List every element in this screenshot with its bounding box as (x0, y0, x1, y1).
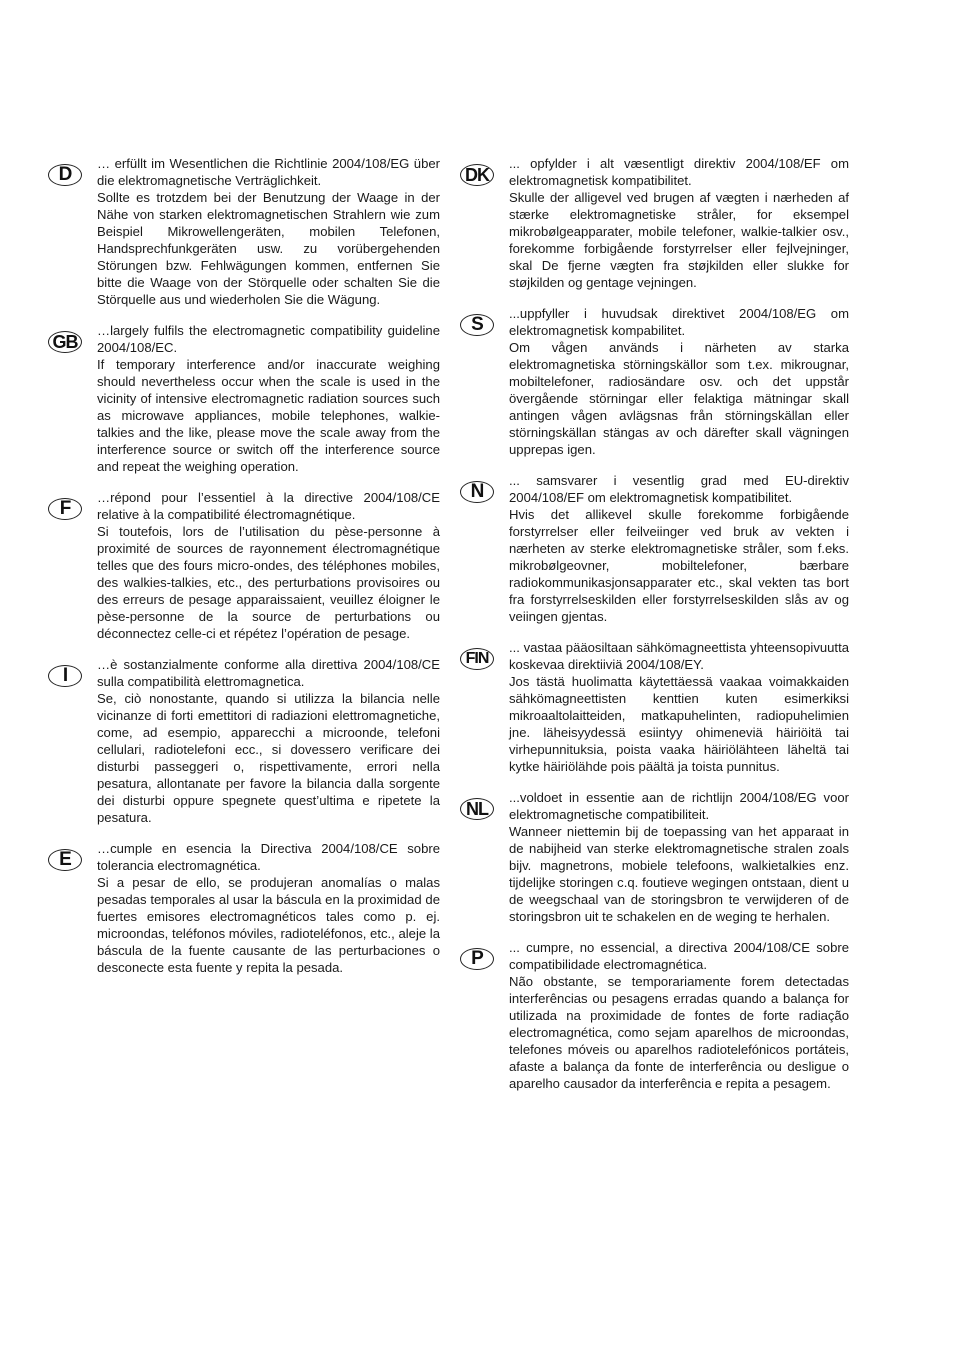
section-p (460, 939, 849, 1092)
section-d-body: Sollte es trotzdem bei der Benutzung der Waage in der Nähe von starken elektromagnetischen Strahlern wie zum Beispiel Mikrowellengeräten, mobilen Telefonen, Handsprechfunkgeräten usw. zu vorübergehenden Störungen bzw. Fehlwägungen kommen, entfernen Sie bitte die Waage von der Störquelle oder schalten Sie die Störquelle aus und wiederholen Sie die Wägung. (97, 190, 440, 307)
section-fin-body: Jos tästä huolimatta käytettäessä vaakaa voimakkaiden sähkömagneettisten kenttien kuten esimerkiksi mikroaaltolaitteiden, matkapuhelinten, radiopuhelimien jne. läheisyydessä esiintyy ohimeneviä häiriöitä tai virhepunnituksia, poista vaaka häiriölähteen läheltä tai kytke häiriölähde pois päältä ja toista punnitus. (509, 674, 849, 774)
language-badge-fin: FIN (460, 648, 494, 670)
section-f-lead: …répond pour l’essentiel à la directive 2004/108/CE relative à la compatibilité électromagnétique. (97, 490, 440, 522)
section-gb-lead: …largely fulfils the electromagnetic compatibility guideline 2004/108/EC. (97, 323, 440, 355)
section-dk-body: Skulle der alligevel ved brugen af vægten i nærheden af stærke elektromagnetiske stråler, for eksempel mikrobølgeapparater, mobile telefoner, walkie-talkier osv., forekomme forbigående forstyrrelser eller fejlvejninger, skal De fjerne vægten fra støjkilden eller slukke for støjkilden og gentage vejningen. (509, 190, 849, 290)
section-nl-body: Wanneer niettemin bij de toepassing van het apparaat in de nabijheid van sterke elektromagnetische stralen zoals bijv. magnetrons, mobiele telefoons, walkietalkies enz. tijdelijke storingen c.q. foutieve wegingen ontstaan, dient u de weegschaal van de storingsbron te verwijderen of de storingsbron uit te schakelen en de weging te herhalen. (509, 824, 849, 924)
section-n-lead: ... samsvarer i vesentlig grad med EU-direktiv 2004/108/EF om elektromagnetisk kompatibilitet. (509, 473, 849, 505)
language-badge-d: D (48, 164, 82, 186)
language-badge-i: I (48, 665, 82, 687)
section-s-lead: ...uppfyller i huvudsak direktivet 2004/108/EG om elektromagnetisk kompabilitet. (509, 306, 849, 338)
language-badge-dk: DK (460, 164, 494, 186)
section-f (48, 489, 440, 642)
section-p-lead: ... cumpre, no essencial, a directiva 2004/108/CE sobre compatibilidade electromagnética. (509, 940, 849, 972)
section-f-body: Si toutefois, lors de l’utilisation du pèse-personne à proximité de sources de rayonnement électromagnétique telles que des fours micro-ondes, des téléphones mobiles, des walkies-talkies, etc., des perturbations provisoires ou des erreurs de pesage apparaissaient, veuillez éloigner le pèse-personne de la source de perturbations ou déconnectez celle-ci et répétez l’opération de pesage. (97, 524, 440, 641)
language-badge-s: S (460, 314, 494, 336)
section-fin-lead: ... vastaa pääosiltaan sähkömagneettista yhteensopivuutta koskevaa direktiiviä 2004/108/EY. (509, 640, 849, 672)
section-gb-body: If temporary interference and/or inaccurate weighing should nevertheless occur when the scale is used in the vicinity of intensive electromagnetic radiation sources such as microwave appliances, mobile telephones, walkie-talkies and the like, please move the scale away from the interference source or switch off the interference source and repeat the weighing operation. (97, 357, 440, 474)
language-badge-e: E (48, 849, 82, 871)
language-badge-gb: GB (48, 331, 82, 353)
section-i-lead: …è sostanzialmente conforme alla direttiva 2004/108/CE sulla compatibilità elettromagnetica. (97, 657, 440, 689)
section-gb (48, 322, 440, 475)
section-n-body: Hvis det allikevel skulle forekomme forbigående forstyrrelser eller feilveiinger ved bruk av vekten i nærheten av sterke elektromagnetiske stråler, som f.eks. mikrobølgeovner, mobiltelefoner, bærbare radiokommunikasjonsapparater etc., skal vekten tas bort fra forstyrrelseskilden eller forstyrrelseskilden slås av og veiingen gjentas. (509, 507, 849, 624)
left-column (48, 155, 440, 990)
section-n (460, 472, 849, 625)
language-badge-f: F (48, 498, 82, 520)
section-nl-lead: ...voldoet in essentie aan de richtlijn 2004/108/EG voor elektromagnetische compatibiliteit. (509, 790, 849, 822)
section-dk-lead: ... opfylder i alt væsentligt direktiv 2004/108/EF om elektromagnetisk kompatibilitet. (509, 156, 849, 188)
section-s-body: Om vågen används i närheten av starka elektromagnetiska störningskällor som t.ex. mikrougnar, mobiltelefoner, radiosändare osv. och det uppstår övergående störningar eller felaktiga mätningar skall antingen vågen avlägsnas från störningskällan eller störningskällan stängas av och därefter skall vägningen upprepas igen. (509, 340, 849, 457)
section-e-lead: …cumple en esencia la Directiva 2004/108/CE sobre tolerancia electromagnética. (97, 841, 440, 873)
section-fin (460, 639, 849, 775)
section-e (48, 840, 440, 976)
section-dk (460, 155, 849, 291)
section-i-body: Se, ciò nonostante, quando si utilizza la bilancia nelle vicinanze di forti emettitori di radiazioni elettromagnetiche, come, ad esempio, apparecchi a microonde, telefoni cellulari, radiotelefoni ecc., si dovessero verificare dei disturbi passeggeri o, rispettivamente, errori nella pesatura, allontanate per favore la bilancia dalla sorgente dei disturbi oppure spegnete quest’ultima e ripetete la pesatura. (97, 691, 440, 825)
language-badge-nl: NL (460, 798, 494, 820)
section-i (48, 656, 440, 826)
section-p-body: Não obstante, se temporariamente forem detectadas interferências ou pesagens erradas quando a balança for utilizada na proximidade de fontes de forte radiação electromagnética, como sejam aparelhos de microondas, telefones móveis ou aparelhos radiotelefónicos portáteis, afaste a balança da fonte de interferência ou desligue o aparelho causador da interferência e repita a pesagem. (509, 974, 849, 1091)
section-d-lead: … erfüllt im Wesentlichen die Richtlinie 2004/108/EG über die elektromagnetische Verträglichkeit. (97, 156, 440, 188)
section-d (48, 155, 440, 308)
language-badge-p: P (460, 948, 494, 970)
section-nl (460, 789, 849, 925)
language-badge-n: N (460, 481, 494, 503)
right-column (460, 155, 849, 1106)
section-e-body: Si a pesar de ello, se produjeran anomalías o malas pesadas temporales al usar la báscula en la proximidad de fuertes emisores electromagnéticos tales como p. ej. microondas, teléfonos móviles, radioteléfonos, etc., aleje la báscula de la fuente causante de las perturbaciones o desconecte esta fuente y repita la pesada. (97, 875, 440, 975)
section-s (460, 305, 849, 458)
